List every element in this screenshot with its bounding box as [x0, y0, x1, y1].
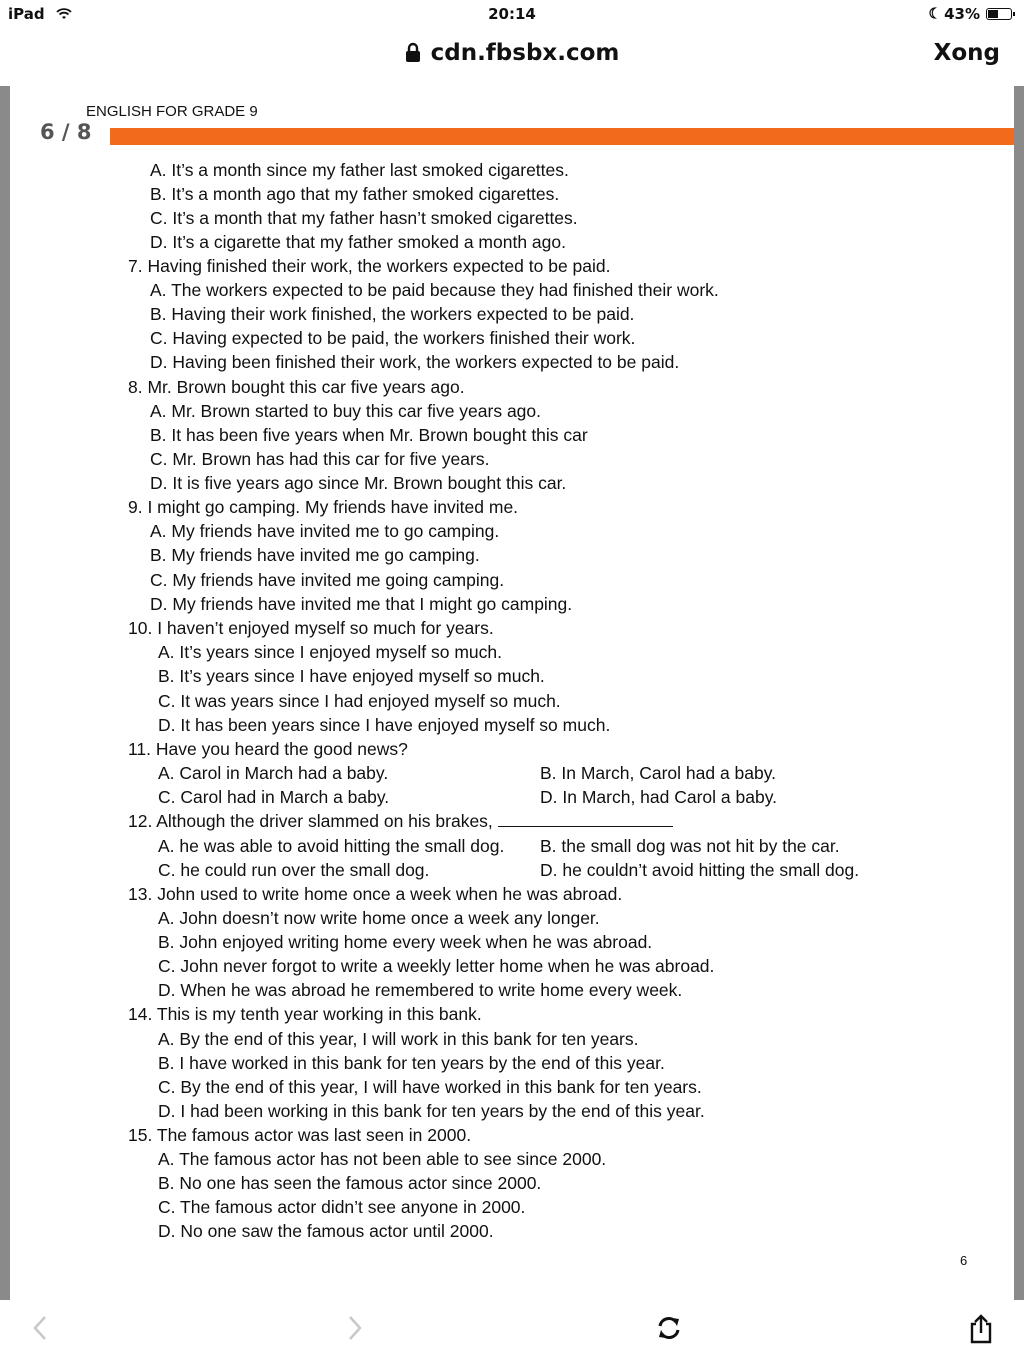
option-line: D. Having been finished their work, the workers expected to be paid. [150, 352, 680, 372]
option-line: A. The famous actor has not been able to see since 2000. [158, 1149, 607, 1169]
battery-icon [986, 8, 1012, 20]
right-gutter [1014, 86, 1024, 1300]
question-line: 7. Having finished their work, the workers expected to be paid. [128, 256, 611, 276]
lock-icon [405, 42, 421, 62]
left-gutter [0, 86, 10, 1300]
option-line: C. he could run over the small dog. [158, 860, 430, 880]
share-icon[interactable] [968, 1314, 994, 1348]
done-button[interactable]: Xong [933, 40, 1000, 66]
option-line: D. No one saw the famous actor until 2000. [158, 1221, 494, 1241]
option-line: C. Mr. Brown has had this car for five years. [150, 449, 490, 469]
option-line: B. the small dog was not hit by the car. [540, 836, 840, 856]
option-line: A. It’s years since I enjoyed myself so much. [158, 642, 502, 662]
option-line: C. It’s a month that my father hasn’t smoked cigarettes. [150, 208, 578, 228]
question-line: 13. John used to write home once a week when he was abroad. [128, 884, 623, 904]
option-line: B. I have worked in this bank for ten years by the end of this year. [158, 1053, 665, 1073]
option-line: C. By the end of this year, I will have worked in this bank for ten years. [158, 1077, 702, 1097]
option-line: D. In March, had Carol a baby. [540, 787, 778, 807]
option-line: C. Carol had in March a baby. [158, 787, 390, 807]
question-line: 11. Have you heard the good news? [128, 739, 408, 759]
option-line: B. No one has seen the famous actor since 2000. [158, 1173, 542, 1193]
option-line: D. It is five years ago since Mr. Brown bought this car. [150, 473, 567, 493]
option-line: C. The famous actor didn’t see anyone in 2000. [158, 1197, 526, 1217]
chevron-right-icon[interactable] [345, 1314, 365, 1346]
option-line: D. My friends have invited me that I might go camping. [150, 594, 573, 614]
question-line: 15. The famous actor was last seen in 2000. [128, 1125, 472, 1145]
moon-icon [928, 5, 938, 23]
option-line: A. Carol in March had a baby. [158, 763, 389, 783]
option-line: A. John doesn’t now write home once a week any longer. [158, 908, 600, 928]
option-line: A. My friends have invited me to go camping. [150, 521, 500, 541]
option-line: D. he couldn’t avoid hitting the small dog. [540, 860, 860, 880]
option-line: B. John enjoyed writing home every week when he was abroad. [158, 932, 653, 952]
chevron-left-icon[interactable] [30, 1314, 50, 1346]
question-line: 8. Mr. Brown bought this car five years ago. [128, 377, 465, 397]
option-line: C. Having expected to be paid, the workers finished their work. [150, 328, 636, 348]
status-time: 20:14 [488, 5, 536, 23]
option-line: C. It was years since I had enjoyed myself so much. [158, 691, 561, 711]
option-line: B. It’s years since I have enjoyed myself so much. [158, 666, 545, 686]
option-line: D. It’s a cigarette that my father smoked a month ago. [150, 232, 566, 252]
battery-percent: 43% [944, 5, 980, 23]
option-line: B. My friends have invited me go camping. [150, 545, 480, 565]
document-title: ENGLISH FOR GRADE 9 [86, 103, 258, 120]
option-line: A. Mr. Brown started to buy this car five years ago. [150, 401, 541, 421]
question-text: 12. Although the driver slammed on his brakes, [128, 811, 493, 831]
option-line: D. I had been working in this bank for ten years by the end of this year. [158, 1101, 705, 1121]
option-line: B. Having their work finished, the workers expected to be paid. [150, 304, 635, 324]
page-number: 6 [960, 1253, 968, 1268]
question-line: 10. I haven’t enjoyed myself so much for years. [128, 618, 494, 638]
option-line: B. It’s a month ago that my father smoked cigarettes. [150, 184, 560, 204]
reload-icon[interactable] [655, 1314, 683, 1346]
option-line: C. My friends have invited me going camping. [150, 570, 505, 590]
status-right [928, 5, 1012, 23]
document-viewer[interactable] [0, 86, 1024, 1300]
device-name: iPad [8, 5, 45, 23]
question-line: 9. I might go camping. My friends have invited me. [128, 497, 519, 517]
url-text: cdn.fbsbx.com [430, 40, 620, 66]
option-line: B. It has been five years when Mr. Brown bought this car [150, 425, 588, 445]
option-line: A. By the end of this year, I will work in this bank for ten years. [158, 1029, 639, 1049]
option-line: A. he was able to avoid hitting the small dog. [158, 836, 505, 856]
bottom-toolbar [0, 1300, 1024, 1365]
address-bar [0, 28, 1024, 84]
question-line [128, 811, 673, 832]
url-field[interactable] [0, 40, 1024, 66]
option-line: C. John never forgot to write a weekly letter home when he was abroad. [158, 956, 715, 976]
option-line: A. The workers expected to be paid because they had finished their work. [150, 280, 719, 300]
option-line: A. It’s a month since my father last smoked cigarettes. [150, 160, 569, 180]
header-rule [110, 128, 1014, 145]
option-line: B. In March, Carol had a baby. [540, 763, 777, 783]
page-counter: 6 / 8 [40, 120, 92, 144]
option-line: D. When he was abroad he remembered to write home every week. [158, 980, 683, 1000]
answer-blank [498, 812, 673, 827]
question-line: 14. This is my tenth year working in this bank. [128, 1004, 482, 1024]
status-bar [0, 0, 1024, 28]
option-line: D. It has been years since I have enjoyed myself so much. [158, 715, 611, 735]
